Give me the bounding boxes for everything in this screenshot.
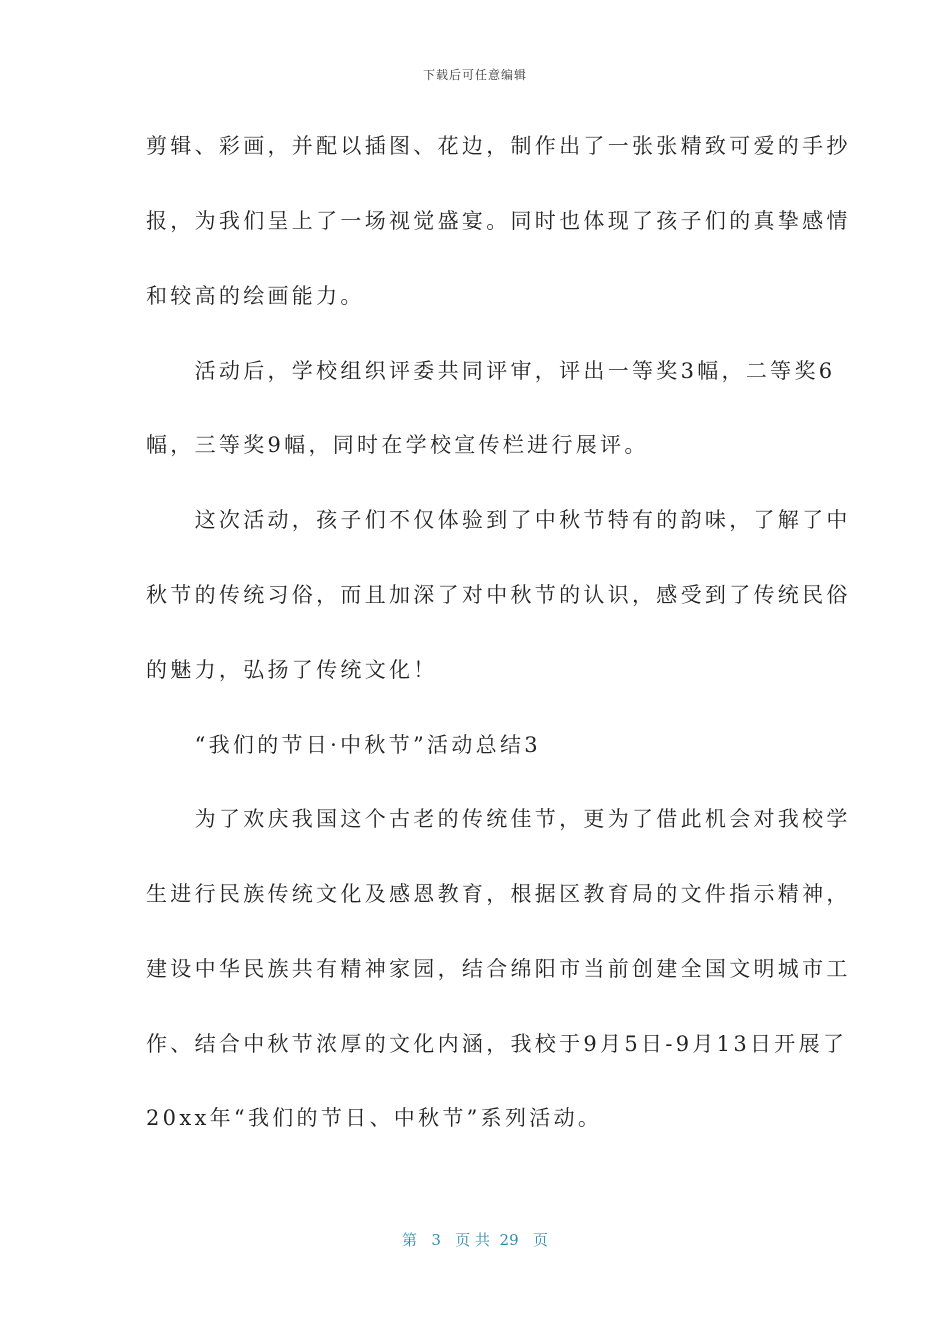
body-line-4: 活动后，学校组织评委共同评审，评出一等奖3幅，二等奖6 (146, 359, 836, 383)
page-header: 下载后可任意编辑 (422, 68, 527, 82)
footer-suffix: 页 (532, 1231, 548, 1249)
body-line-6: 这次活动，孩子们不仅体验到了中秋节特有的韵味，了解了中 (146, 508, 851, 532)
section-heading: “我们的节日·中秋节”活动总结3 (146, 733, 541, 757)
body-line-7: 秋节的传统习俗，而且加深了对中秋节的认识，感受到了传统民俗 (146, 583, 851, 607)
body-line-5: 幅，三等奖9幅，同时在学校宣传栏进行展评。 (146, 433, 649, 457)
page-footer (0, 1229, 950, 1250)
body-line-14: 20xx年“我们的节日、中秋节”系列活动。 (146, 1106, 603, 1130)
body-line-10: 为了欢庆我国这个古老的传统佳节，更为了借此机会对我校学 (146, 807, 851, 831)
body-line-11: 生进行民族传统文化及感恩教育，根据区教育局的文件指示精神， (146, 882, 851, 906)
body-line-1: 剪辑、彩画，并配以插图、花边，制作出了一张张精致可爱的手抄 (146, 134, 851, 158)
body-line-13: 作、结合中秋节浓厚的文化内涵，我校于9月5日-9月13日开展了 (146, 1032, 848, 1056)
total-pages-number: 29 (499, 1231, 519, 1249)
body-line-8: 的魅力，弘扬了传统文化！ (146, 658, 438, 682)
footer-prefix: 第 (402, 1231, 418, 1249)
body-line-3: 和较高的绘画能力。 (146, 284, 365, 308)
current-page-number: 3 (431, 1231, 441, 1249)
body-line-2: 报，为我们呈上了一场视觉盛宴。同时也体现了孩子们的真挚感情 (146, 209, 851, 233)
footer-mid: 页 共 (455, 1231, 490, 1249)
body-line-12: 建设中华民族共有精神家园，结合绵阳市当前创建全国文明城市工 (146, 957, 851, 981)
